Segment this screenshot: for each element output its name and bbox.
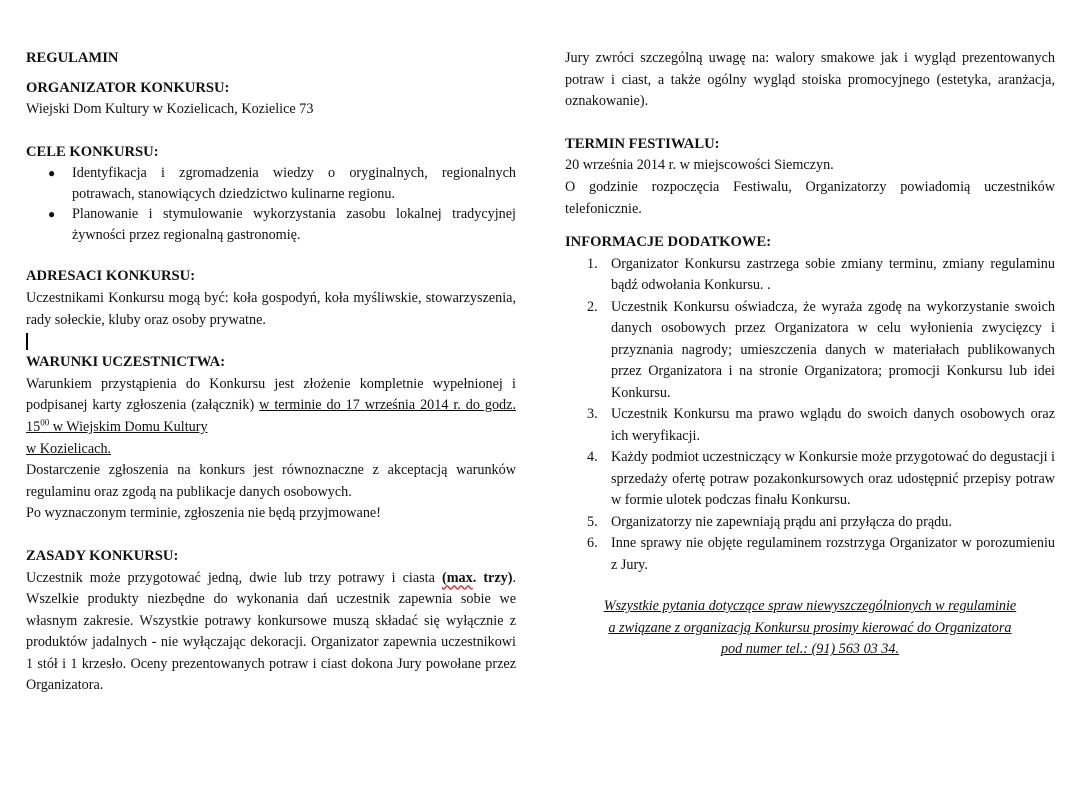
- conditions-text: Warunkiem przystąpienia do Konkursu jest złożenie kompletnie wypełnionej i podpisanej karty zgłoszenia (załącznik) w terminie do 17 września 2014 r. do godz. $15^{00}$ w Wiejskim Domu Kultury: [26, 375, 516, 435]
- list-item: ● Identyfikacja i zgromadzenia wiedzy o oryginalnych, regionalnych potrawach, stanowiących dziedzictwo kulinarne regionu.: [48, 165, 516, 202]
- additional-info-list: [565, 254, 1055, 577]
- organizer-heading: ORGANIZATOR KONKURSU:: [26, 79, 230, 96]
- bullet-icon: ●: [48, 166, 56, 181]
- additional-info-heading: INFORMACJE DODATKOWE:: [565, 234, 772, 251]
- list-item: 6. Inne sprawy nie objęte regulaminem rozstrzyga Organizator w porozumieniu z Jury.: [587, 535, 1055, 573]
- festival-time-note: O godzinie rozpoczęcia Festiwalu, Organizatorzy powiadomią uczestników telefonicznie.: [565, 178, 1055, 217]
- conditions-acceptance: Dostarczenie zgłoszenia na konkurs jest równoznaczne z akceptacją warunków regulaminu oraz zgodą na publikacje danych osobowych.: [26, 462, 516, 500]
- goals-list: [26, 163, 516, 245]
- left-column: [26, 48, 516, 697]
- addressees-text: Uczestnikami Konkursu mogą być: koła gospodyń, koła myśliwskie, stowarzyszenia, rady sołeckie, kluby oraz osoby prywatne.: [26, 289, 516, 328]
- list-item: 4. Każdy podmiot uczestniczący w Konkursie może przygotować do degustacji i sprzedaży ofertę potraw pozakonkursowych oraz udostępnić przepisy potraw w formie ulotek podczas finału Konkursu.: [587, 449, 1056, 509]
- contact-note-line: Wszystkie pytania dotyczące spraw niewyszczególnionych w regulaminie: [603, 598, 1017, 615]
- addressees-heading: ADRESACI KONKURSU:: [26, 268, 196, 285]
- festival-date-text: 20 września 2014 r. w miejscowości Siemczyn.: [565, 157, 834, 174]
- conditions-place: w Kozielicach.: [26, 440, 112, 457]
- list-item: 1. Organizator Konkursu zastrzega sobie zmiany terminu, zmiany regulaminu bądź odwołania Konkursu. .: [587, 255, 1055, 294]
- conditions-heading: WARUNKI UCZESTNICTWA:: [26, 354, 226, 371]
- contact-note: [565, 596, 1055, 661]
- organizer-text: Wiejski Dom Kultury w Kozielicach, Kozielice 73: [26, 101, 314, 118]
- jury-text: Jury zwróci szczególną uwagę na: walory smakowe jak i wygląd prezentowanych potraw i ciast, a także ogólny wygląd stoiska promocyjnego (estetyka, aranżacja, oznakowanie).: [565, 50, 1055, 110]
- conditions-deadline-note: Po wyznaczonym terminie, zgłoszenia nie będą przyjmowane!: [26, 505, 381, 522]
- list-item: 3. Uczestnik Konkursu ma prawo wglądu do swoich danych osobowych oraz ich weryfikacji.: [587, 406, 1055, 444]
- rules-heading: ZASADY KONKURSU:: [26, 547, 179, 564]
- text-cursor[interactable]: [26, 333, 28, 350]
- list-item: 5. Organizatorzy nie zapewniają prądu ani przyłącza do prądu.: [587, 513, 952, 530]
- goals-heading: CELE KONKURSU:: [26, 143, 159, 160]
- document-title: REGULAMIN: [26, 50, 119, 66]
- festival-date-heading: TERMIN FESTIWALU:: [565, 135, 720, 152]
- contact-note-line: pod numer tel.: (91) 563 03 34.: [720, 641, 900, 658]
- list-item: 2. Uczestnik Konkursu oświadcza, że wyraża zgodę na wykorzystanie swoich danych osobowych przez Organizatora w celu wyłonienia zwycięzcy i przyznania nagrody; umieszczenia danych w materiałach publikowanych przez Organizatora i na stronie Organizatora; promocji Konkursu lub idei Konkursu.: [587, 298, 1055, 401]
- list-item: ● Planowanie i stymulowanie wykorzystania zasobu lokalnej tradycyjnej żywności przez regionalną gastronomię.: [48, 206, 516, 243]
- rules-text: Uczestnik może przygotować jedną, dwie lub trzy potrawy i ciasta (max. trzy). Wszelkie produkty niezbędne do wykonania dań uczestnik zapewnia sobie we własnym zakresie. Wszystkie potrawy konkursowe muszą składać się wyłącznie z produktów jadalnych - nie wyłączając dekoracji. Organizator zapewnia uczestnikowi 1 stół i 1 krzesło. Oceny prezentowanych potraw i ciast dokona Jury powołane przez Organizatora.: [26, 569, 516, 694]
- contact-note-line: a związane z organizacją Konkursu prosimy kierować do Organizatora: [608, 619, 1012, 636]
- bullet-icon: ●: [48, 207, 56, 222]
- right-column: [565, 48, 1055, 661]
